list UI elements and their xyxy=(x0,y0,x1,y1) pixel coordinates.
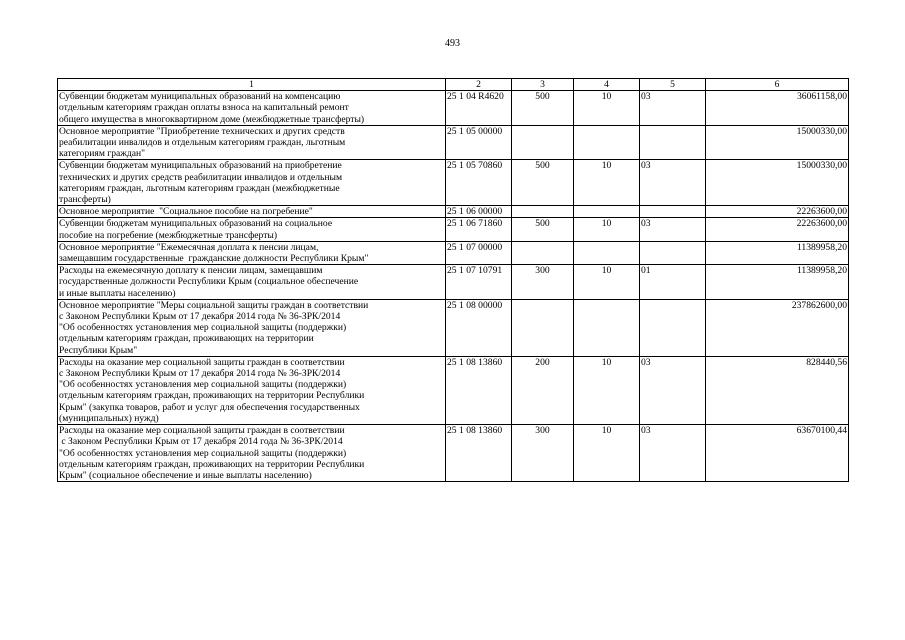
item-name-cell xyxy=(58,299,446,356)
section-cell: 10 xyxy=(574,160,640,206)
expense-type-cell: 500 xyxy=(512,218,574,241)
subsection-cell xyxy=(640,241,706,264)
item-name-line: замещавшим государственные гражданские должности Республики Крым" xyxy=(59,253,369,265)
expense-type-cell xyxy=(512,206,574,218)
item-name-line: реабилитации инвалидов и отдельным категориям граждан, льготным xyxy=(59,137,346,149)
item-name-line: Крым" (закупка товаров, работ и услуг для обеспечения государственных xyxy=(59,401,360,413)
item-name-line: отдельным категориям граждан, проживающих на территории xyxy=(59,333,314,345)
item-name-line: Основное мероприятие "Ежемесячная доплата к пенсии лицам, xyxy=(59,241,319,253)
item-name-line: Субвенции бюджетам муниципальных образований на приобретение xyxy=(59,160,342,172)
amount-cell: 15000330,00 xyxy=(706,160,849,206)
item-name-line: "Об особенностях установления мер социальной защиты (поддержки) xyxy=(59,447,347,459)
column-header: 5 xyxy=(640,79,706,91)
target-code-cell: 25 1 04 R4620 xyxy=(446,91,512,126)
section-cell xyxy=(574,125,640,160)
item-name-line: с Законом Республики Крым от 17 декабря 2014 года № 36-ЗРК/2014 xyxy=(59,368,341,380)
item-name-cell xyxy=(58,206,446,218)
amount-cell: 22263600,00 xyxy=(706,206,849,218)
subsection-cell xyxy=(640,125,706,160)
expense-type-cell: 300 xyxy=(512,265,574,300)
target-code-cell: 25 1 08 13860 xyxy=(446,425,512,482)
subsection-cell: 03 xyxy=(640,218,706,241)
item-name-line: с Законом Республики Крым от 17 декабря 2014 года № 36-ЗРК/2014 xyxy=(59,436,343,448)
column-header: 4 xyxy=(574,79,640,91)
subsection-cell xyxy=(640,206,706,218)
table-row xyxy=(58,356,849,424)
item-name-line: государственные должности Республики Крым (социальное обеспечение xyxy=(59,276,359,288)
subsection-cell: 01 xyxy=(640,265,706,300)
item-name-cell xyxy=(58,160,446,206)
section-cell: 10 xyxy=(574,356,640,424)
item-name-cell xyxy=(58,241,446,264)
item-name-line: категориям граждан" xyxy=(59,148,146,160)
amount-cell: 11389958,20 xyxy=(706,241,849,264)
target-code-cell: 25 1 07 00000 xyxy=(446,241,512,264)
item-name-line: Основное мероприятие "Меры социальной защиты граждан в соответствии xyxy=(59,299,369,311)
item-name-line: с Законом Республики Крым от 17 декабря 2014 года № 36-ЗРК/2014 xyxy=(59,311,341,323)
section-cell: 10 xyxy=(574,265,640,300)
amount-cell: 63670100,44 xyxy=(706,425,849,482)
expense-type-cell xyxy=(512,125,574,160)
item-name-line: Крым" (социальное обеспечение и иные выплаты населению) xyxy=(59,469,312,481)
item-name-line: Расходы на оказание мер социальной защиты граждан в соответствии xyxy=(59,356,345,368)
subsection-cell xyxy=(640,299,706,356)
section-cell: 10 xyxy=(574,91,640,126)
item-name-line: Основное мероприятие "Социальное пособие на погребение" xyxy=(59,206,313,218)
amount-cell: 36061158,00 xyxy=(706,91,849,126)
item-name-line: Расходы на оказание мер социальной защиты граждан в соответствии xyxy=(59,425,345,437)
table-row xyxy=(58,265,849,300)
column-header: 2 xyxy=(446,79,512,91)
amount-cell: 15000330,00 xyxy=(706,125,849,160)
expense-type-cell xyxy=(512,241,574,264)
header-row xyxy=(58,79,849,91)
subsection-cell: 03 xyxy=(640,160,706,206)
item-name-line: "Об особенностях установления мер социальной защиты (поддержки) xyxy=(59,379,347,391)
page-number: 493 xyxy=(445,38,460,49)
subsection-cell: 03 xyxy=(640,356,706,424)
item-name-line: отдельным категориям граждан, проживающих на территории Республики xyxy=(59,390,365,402)
section-cell xyxy=(574,241,640,264)
column-header: 6 xyxy=(706,79,849,91)
subsection-cell: 03 xyxy=(640,91,706,126)
expense-type-cell: 500 xyxy=(512,160,574,206)
item-name-line: пособие на погребение (межбюджетные трансферты) xyxy=(59,229,278,241)
column-header: 3 xyxy=(512,79,574,91)
table-row xyxy=(58,299,849,356)
item-name-line: технических и других средств реабилитации инвалидов и отдельным xyxy=(59,171,343,183)
item-name-line: Субвенции бюджетам муниципальных образований на социальное xyxy=(59,218,333,230)
expense-type-cell: 200 xyxy=(512,356,574,424)
table-row xyxy=(58,160,849,206)
table-row xyxy=(58,206,849,218)
item-name-line: отдельным категориям граждан, проживающих на территории Республики xyxy=(59,458,365,470)
item-name-cell xyxy=(58,91,446,126)
target-code-cell: 25 1 07 10791 xyxy=(446,265,512,300)
item-name-line: "Об особенностях установления мер социальной защиты (поддержки) xyxy=(59,322,347,334)
item-name-line: трансферты) xyxy=(59,194,111,206)
section-cell: 10 xyxy=(574,218,640,241)
expense-type-cell: 500 xyxy=(512,91,574,126)
column-header: 1 xyxy=(58,79,446,91)
budget-table xyxy=(57,78,849,482)
item-name-line: Основное мероприятие "Приобретение технических и других средств xyxy=(59,125,345,137)
item-name-cell xyxy=(58,425,446,482)
table-row xyxy=(58,218,849,241)
target-code-cell: 25 1 06 00000 xyxy=(446,206,512,218)
target-code-cell: 25 1 05 00000 xyxy=(446,125,512,160)
item-name-line: Расходы на ежемесячную доплату к пенсии лицам, замещавшим xyxy=(59,265,323,277)
item-name-line: Субвенции бюджетам муниципальных образований на компенсацию xyxy=(59,91,341,103)
item-name-line: (муниципальных) нужд) xyxy=(59,412,159,424)
table-row xyxy=(58,241,849,264)
item-name-line: общего имущества в многоквартирном доме (межбюджетные трансферты) xyxy=(59,113,365,125)
item-name-cell xyxy=(58,125,446,160)
target-code-cell: 25 1 06 71860 xyxy=(446,218,512,241)
target-code-cell: 25 1 05 70860 xyxy=(446,160,512,206)
amount-cell: 237862600,00 xyxy=(706,299,849,356)
item-name-cell xyxy=(58,356,446,424)
expense-type-cell xyxy=(512,299,574,356)
item-name-line: Республики Крым" xyxy=(59,344,138,356)
item-name-line: отдельным категориям граждан оплаты взноса на капитальный ремонт xyxy=(59,102,349,114)
item-name-cell xyxy=(58,265,446,300)
amount-cell: 11389958,20 xyxy=(706,265,849,300)
table-row xyxy=(58,91,849,126)
section-cell: 10 xyxy=(574,425,640,482)
subsection-cell: 03 xyxy=(640,425,706,482)
section-cell xyxy=(574,299,640,356)
expense-type-cell: 300 xyxy=(512,425,574,482)
item-name-line: категориям граждан, льготным категориям граждан (межбюджетные xyxy=(59,182,340,194)
table-row xyxy=(58,425,849,482)
item-name-cell xyxy=(58,218,446,241)
target-code-cell: 25 1 08 00000 xyxy=(446,299,512,356)
item-name-line: и иные выплаты населению) xyxy=(59,287,176,299)
table-row xyxy=(58,125,849,160)
amount-cell: 828440,56 xyxy=(706,356,849,424)
amount-cell: 22263600,00 xyxy=(706,218,849,241)
target-code-cell: 25 1 08 13860 xyxy=(446,356,512,424)
section-cell xyxy=(574,206,640,218)
